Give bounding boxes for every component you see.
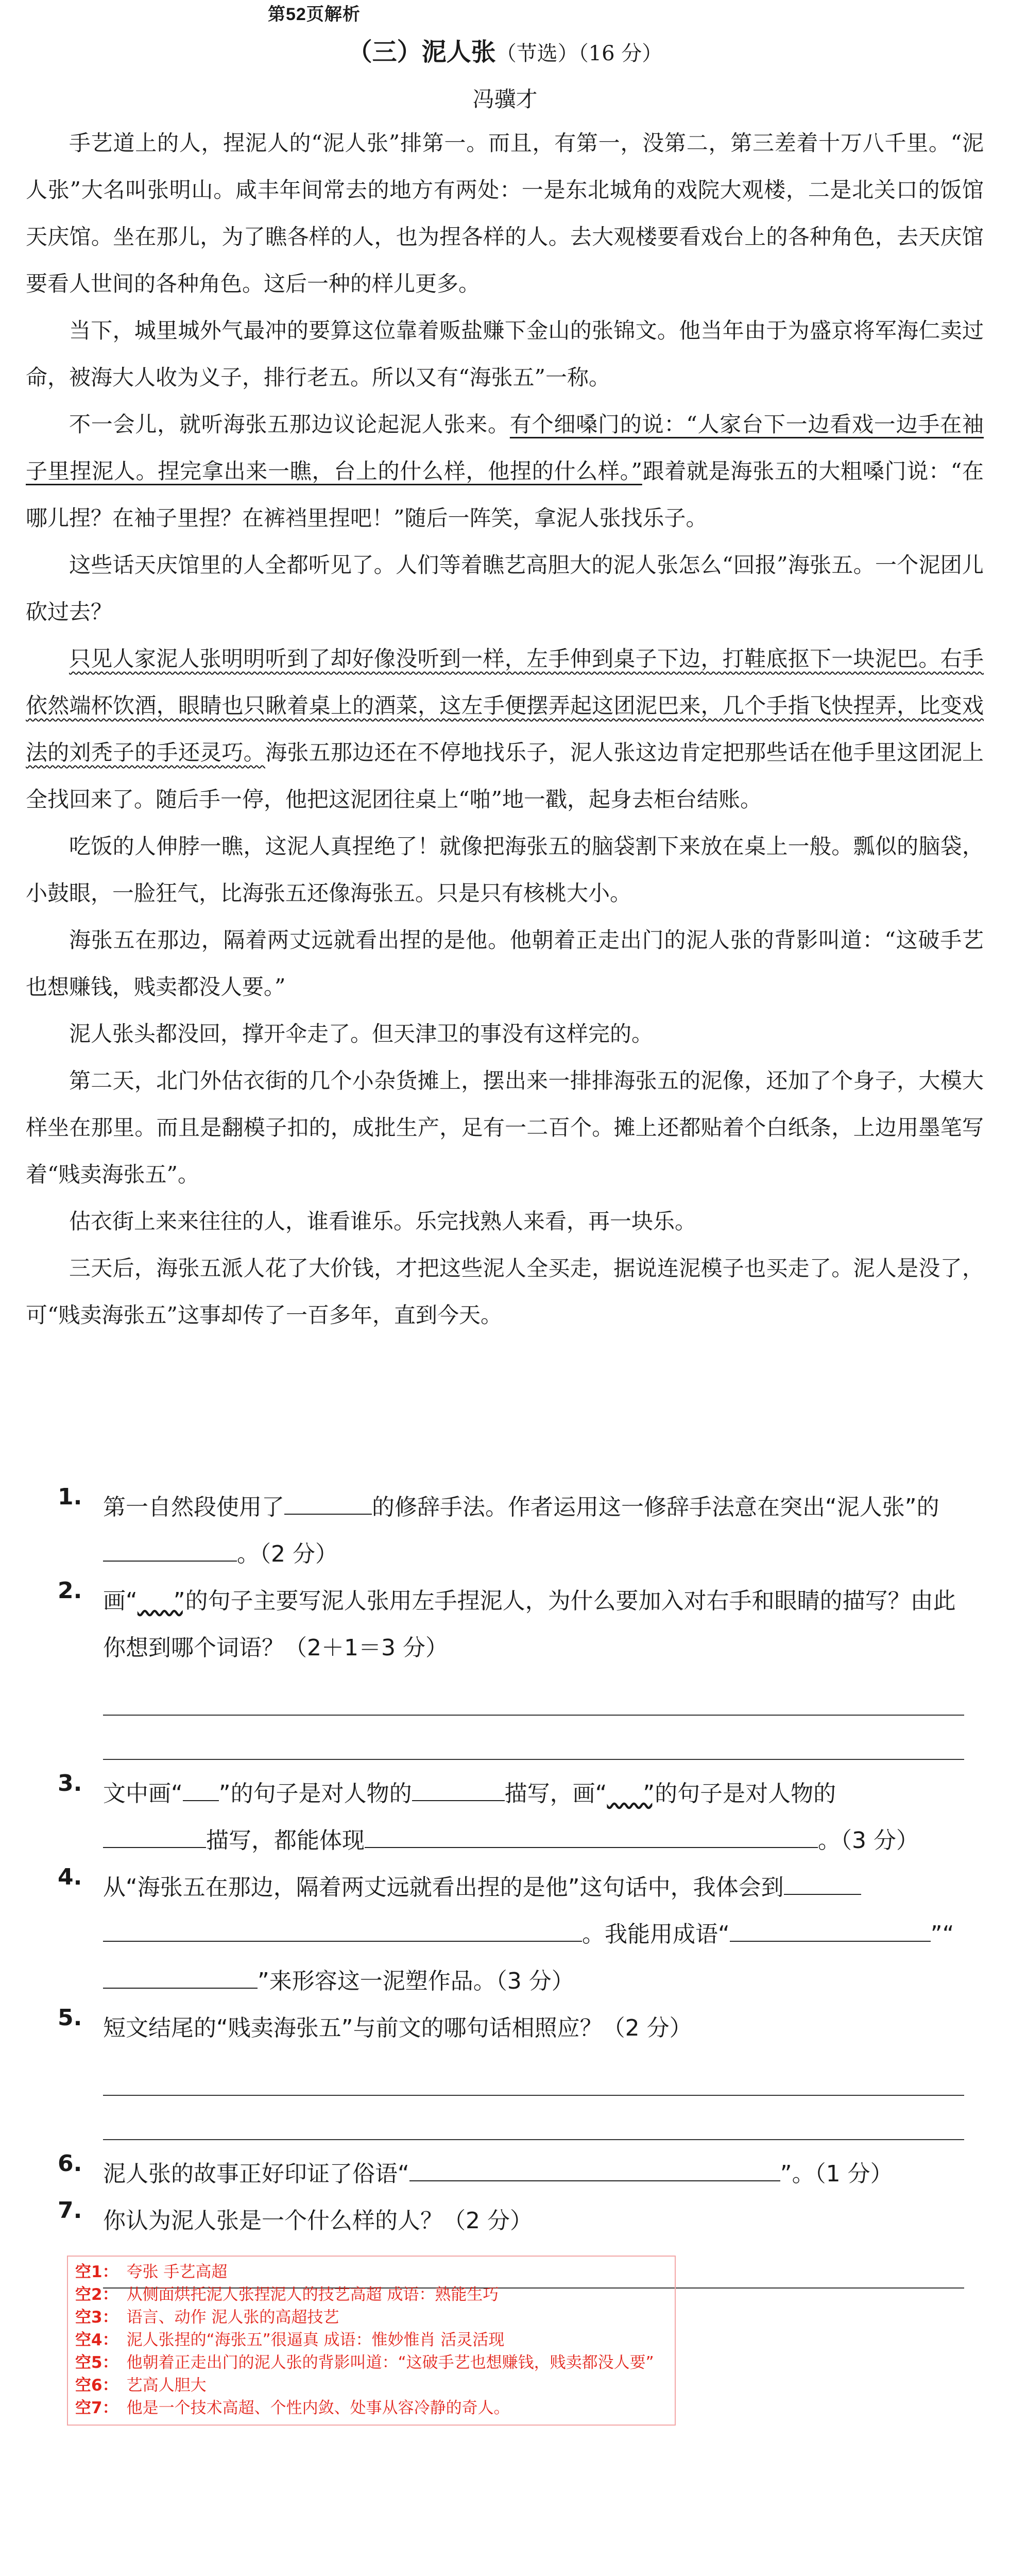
answer-line[interactable] (103, 1716, 964, 1760)
question-text: ”的句子主要写泥人张用左手捏泥人，为什么要加入对右手和眼睛的描写？由此你想到哪个词语？（2＋1＝3 分） (103, 1588, 956, 1661)
answer-blank[interactable] (103, 1819, 206, 1848)
question-text: 从“海张五在那边，隔着两丈远就看出捏的是他”这句话中，我体会到 (103, 1874, 784, 1901)
question-text: 短文结尾的“贱卖海张五”与前文的哪句话相照应？（2 分） (103, 2015, 692, 2041)
question-number: 3. (58, 1770, 82, 1797)
question-text: 。（2 分） (237, 1541, 338, 1567)
question-text: 描写，都能体现 (206, 1827, 365, 1854)
article-paragraph (26, 823, 984, 917)
article-paragraph (26, 1010, 984, 1057)
question-text: 的修辞手法。作者运用这一修辞手法意在突出“泥人张”的 (372, 1494, 939, 1520)
question-number: 5. (58, 2005, 82, 2031)
question-number: 2. (58, 1578, 82, 1604)
question-number: 1. (58, 1484, 82, 1510)
question-4 (58, 1864, 964, 2005)
article-paragraph (26, 917, 984, 1010)
question-6 (58, 2150, 964, 2197)
question-text: 你认为泥人张是一个什么样的人？（2 分） (103, 2208, 533, 2234)
straight-underline-mark (183, 1780, 219, 1801)
answer-label: 空5： (75, 2353, 118, 2372)
answer-blank[interactable] (730, 1913, 931, 1942)
question-text: 第一自然段使用了 (103, 1494, 284, 1520)
underlined-sentence: 有个细嗓门的说：“人家台下一边看戏一边手在袖子里捏泥人。捏完拿出来一瞧，台上的什么样，他捏的什么样。” (26, 412, 984, 484)
answer-row (75, 2374, 667, 2397)
paragraph-text: 手艺道上的人，捏泥人的“泥人张”排第一。而且，有第一，没第二，第三差着十万八千里。“泥人张”大名叫张明山。咸丰年间常去的地方有两处：一是东北城角的戏院大观楼，二是北关口的饭馆天庆馆。坐在那儿，为了瞧各样的人，也为捏各样的人。去大观楼要看戏台上的各种角色，去天庆馆要看人世间的各种角色。这后一种的样儿更多。 (26, 130, 984, 296)
paragraph-text: 这些话天庆馆里的人全都听见了。人们等着瞧艺高胆大的泥人张怎么“回报”海张五。一个泥团儿砍过去？ (26, 552, 984, 624)
question-text: ”的句子是对人物的 (643, 1781, 836, 1807)
article-paragraph (26, 635, 984, 823)
question-1 (58, 1484, 964, 1578)
title-main: （三）泥人张 (347, 38, 496, 66)
article-paragraph (26, 307, 984, 401)
answer-blank[interactable] (103, 1533, 237, 1562)
article-paragraph (26, 1198, 984, 1245)
article-paragraph (26, 1057, 984, 1198)
paragraph-text: 不一会儿，就听海张五那边议论起泥人张来。 (69, 412, 510, 437)
paragraph-text: 三天后，海张五派人花了大价钱，才把这些泥人全买走，据说连泥模子也买走了。泥人是没了，可“贱卖海张五”这事却传了一百多年，直到今天。 (26, 1256, 984, 1328)
answer-label: 空3： (75, 2308, 118, 2327)
wavy-underline-mark (607, 1770, 643, 1791)
answer-label: 空7： (75, 2399, 118, 2417)
answer-blank[interactable] (409, 2153, 780, 2181)
question-text: 。我能用成语“ (582, 1921, 730, 1947)
question-number: 7. (58, 2197, 82, 2224)
question-number: 4. (58, 1864, 82, 1890)
answer-row (75, 2306, 667, 2329)
answer-blank[interactable] (784, 1866, 861, 1895)
article-title (0, 32, 1010, 67)
answer-row (75, 2329, 667, 2351)
answer-blank[interactable] (103, 1913, 582, 1942)
article-paragraph (26, 401, 984, 541)
paragraph-text: 当下，城里城外气最冲的要算这位靠着贩盐赚下金山的张锦文。他当年由于为盛京将军海仁卖过命，被海大人收为义子，排行老五。所以又有“海张五”一称。 (26, 318, 984, 390)
question-text: ”。（1 分） (780, 2161, 893, 2187)
wavy-underlined-sentence: 只见人家泥人张明明听到了却好像没听到一样，左手伸到桌子下边，打鞋底抠下一块泥巴。右手依然端杯饮酒，眼睛也只瞅着桌上的酒菜，这左手便摆弄起这团泥巴来，几个手指飞快捏弄，比变戏法的刘秃子的手还灵巧。 (26, 646, 984, 765)
article-paragraph (26, 541, 984, 635)
answer-text: 泥人张捏的“海张五”很逼真 成语：惟妙惟肖 活灵活现 (126, 2331, 505, 2349)
answer-text: 他是一个技术高超、个性内敛、处事从容冷静的奇人。 (126, 2399, 510, 2417)
question-3 (58, 1770, 964, 1864)
answer-text: 艺高人胆大 (126, 2376, 207, 2395)
answer-row (75, 2351, 667, 2374)
paragraph-text: 泥人张头都没回，撑开伞走了。但天津卫的事没有这样完的。 (69, 1021, 654, 1046)
answer-row (75, 2283, 667, 2306)
answer-row (75, 2261, 667, 2283)
answer-text: 从侧面烘托泥人张捏泥人的技艺高超 成语：熟能生巧 (126, 2285, 499, 2304)
answer-line[interactable] (103, 2096, 964, 2140)
question-text: 文中画“ (103, 1781, 183, 1807)
question-2 (58, 1578, 964, 1770)
title-score: （16 分） (578, 42, 663, 65)
page-header: 第52页解析 (268, 5, 361, 24)
answer-label: 空1： (75, 2263, 118, 2281)
wavy-underline-mark (138, 1578, 174, 1598)
article-paragraph (26, 1245, 984, 1338)
answer-blank[interactable] (103, 1960, 258, 1989)
question-text: ”来形容这一泥塑作品。（3 分） (258, 1968, 574, 1994)
paragraph-text: 第二天，北门外估衣街的几个小杂货摊上，摆出来一排排海张五的泥像，还加了个身子，大模大样坐在那里。而且是翻模子扣的，成批生产，足有一二百个。摊上还都贴着个白纸条，上边用墨笔写着“贱卖海张五”。 (26, 1068, 984, 1187)
question-text: ”的句子是对人物的 (218, 1781, 412, 1807)
question-text: 。（3 分） (818, 1827, 919, 1854)
question-5 (58, 2005, 964, 2150)
answer-text: 他朝着正走出门的泥人张的背影叫道：“这破手艺也想赚钱，贱卖都没人要” (126, 2353, 654, 2372)
paragraph-text: 吃饭的人伸脖一瞧，这泥人真捏绝了！就像把海张五的脑袋割下来放在桌上一般。瓢似的脑袋，小鼓眼，一脸狂气，比海张五还像海张五。只是只有核桃大小。 (26, 834, 984, 906)
answer-text: 语言、动作 泥人张的高超技艺 (126, 2308, 339, 2327)
paragraph-text: 海张五在那边，隔着两丈远就看出捏的是他。他朝着正走出门的泥人张的背影叫道：“这破手艺也想赚钱，贱卖都没人要。” (26, 927, 984, 999)
answer-line[interactable] (103, 2052, 964, 2096)
question-text: 泥人张的故事正好印证了俗语“ (103, 2161, 409, 2187)
answer-line[interactable] (103, 1671, 964, 1716)
question-text: 描写，画“ (504, 1781, 607, 1807)
answer-row (75, 2397, 667, 2419)
article-body (26, 120, 984, 1338)
answer-blank[interactable] (365, 1819, 818, 1848)
answer-text: 夸张 手艺高超 (126, 2263, 228, 2281)
question-text: ”“ (930, 1921, 954, 1947)
answer-label: 空4： (75, 2331, 118, 2349)
answer-blank[interactable] (284, 1486, 372, 1515)
answer-label: 空2： (75, 2285, 118, 2304)
question-number: 6. (58, 2150, 82, 2177)
answer-key-box (67, 2256, 676, 2426)
title-sub: （节选） (495, 42, 578, 65)
article-paragraph (26, 120, 984, 307)
paragraph-text: 跟着就是海张五的大粗嗓门说：“在哪儿捏？在袖子里捏？在裤裆里捏吧！”随后一阵笑，拿泥人张找乐子。 (26, 459, 984, 531)
question-list (58, 1484, 964, 2289)
article-author: 冯骥才 (472, 87, 538, 112)
question-text: 画“ (103, 1588, 138, 1614)
paragraph-text: 估衣街上来来往往的人，谁看谁乐。乐完找熟人来看，再一块乐。 (69, 1209, 697, 1234)
answer-label: 空6： (75, 2376, 118, 2395)
answer-blank[interactable] (412, 1772, 505, 1801)
paragraph-text: 海张五那边还在不停地找乐子，泥人张这边肯定把那些话在他手里这团泥上全找回来了。随后手一停，他把这泥团往桌上“啪”地一戳，起身去柜台结账。 (26, 740, 984, 812)
